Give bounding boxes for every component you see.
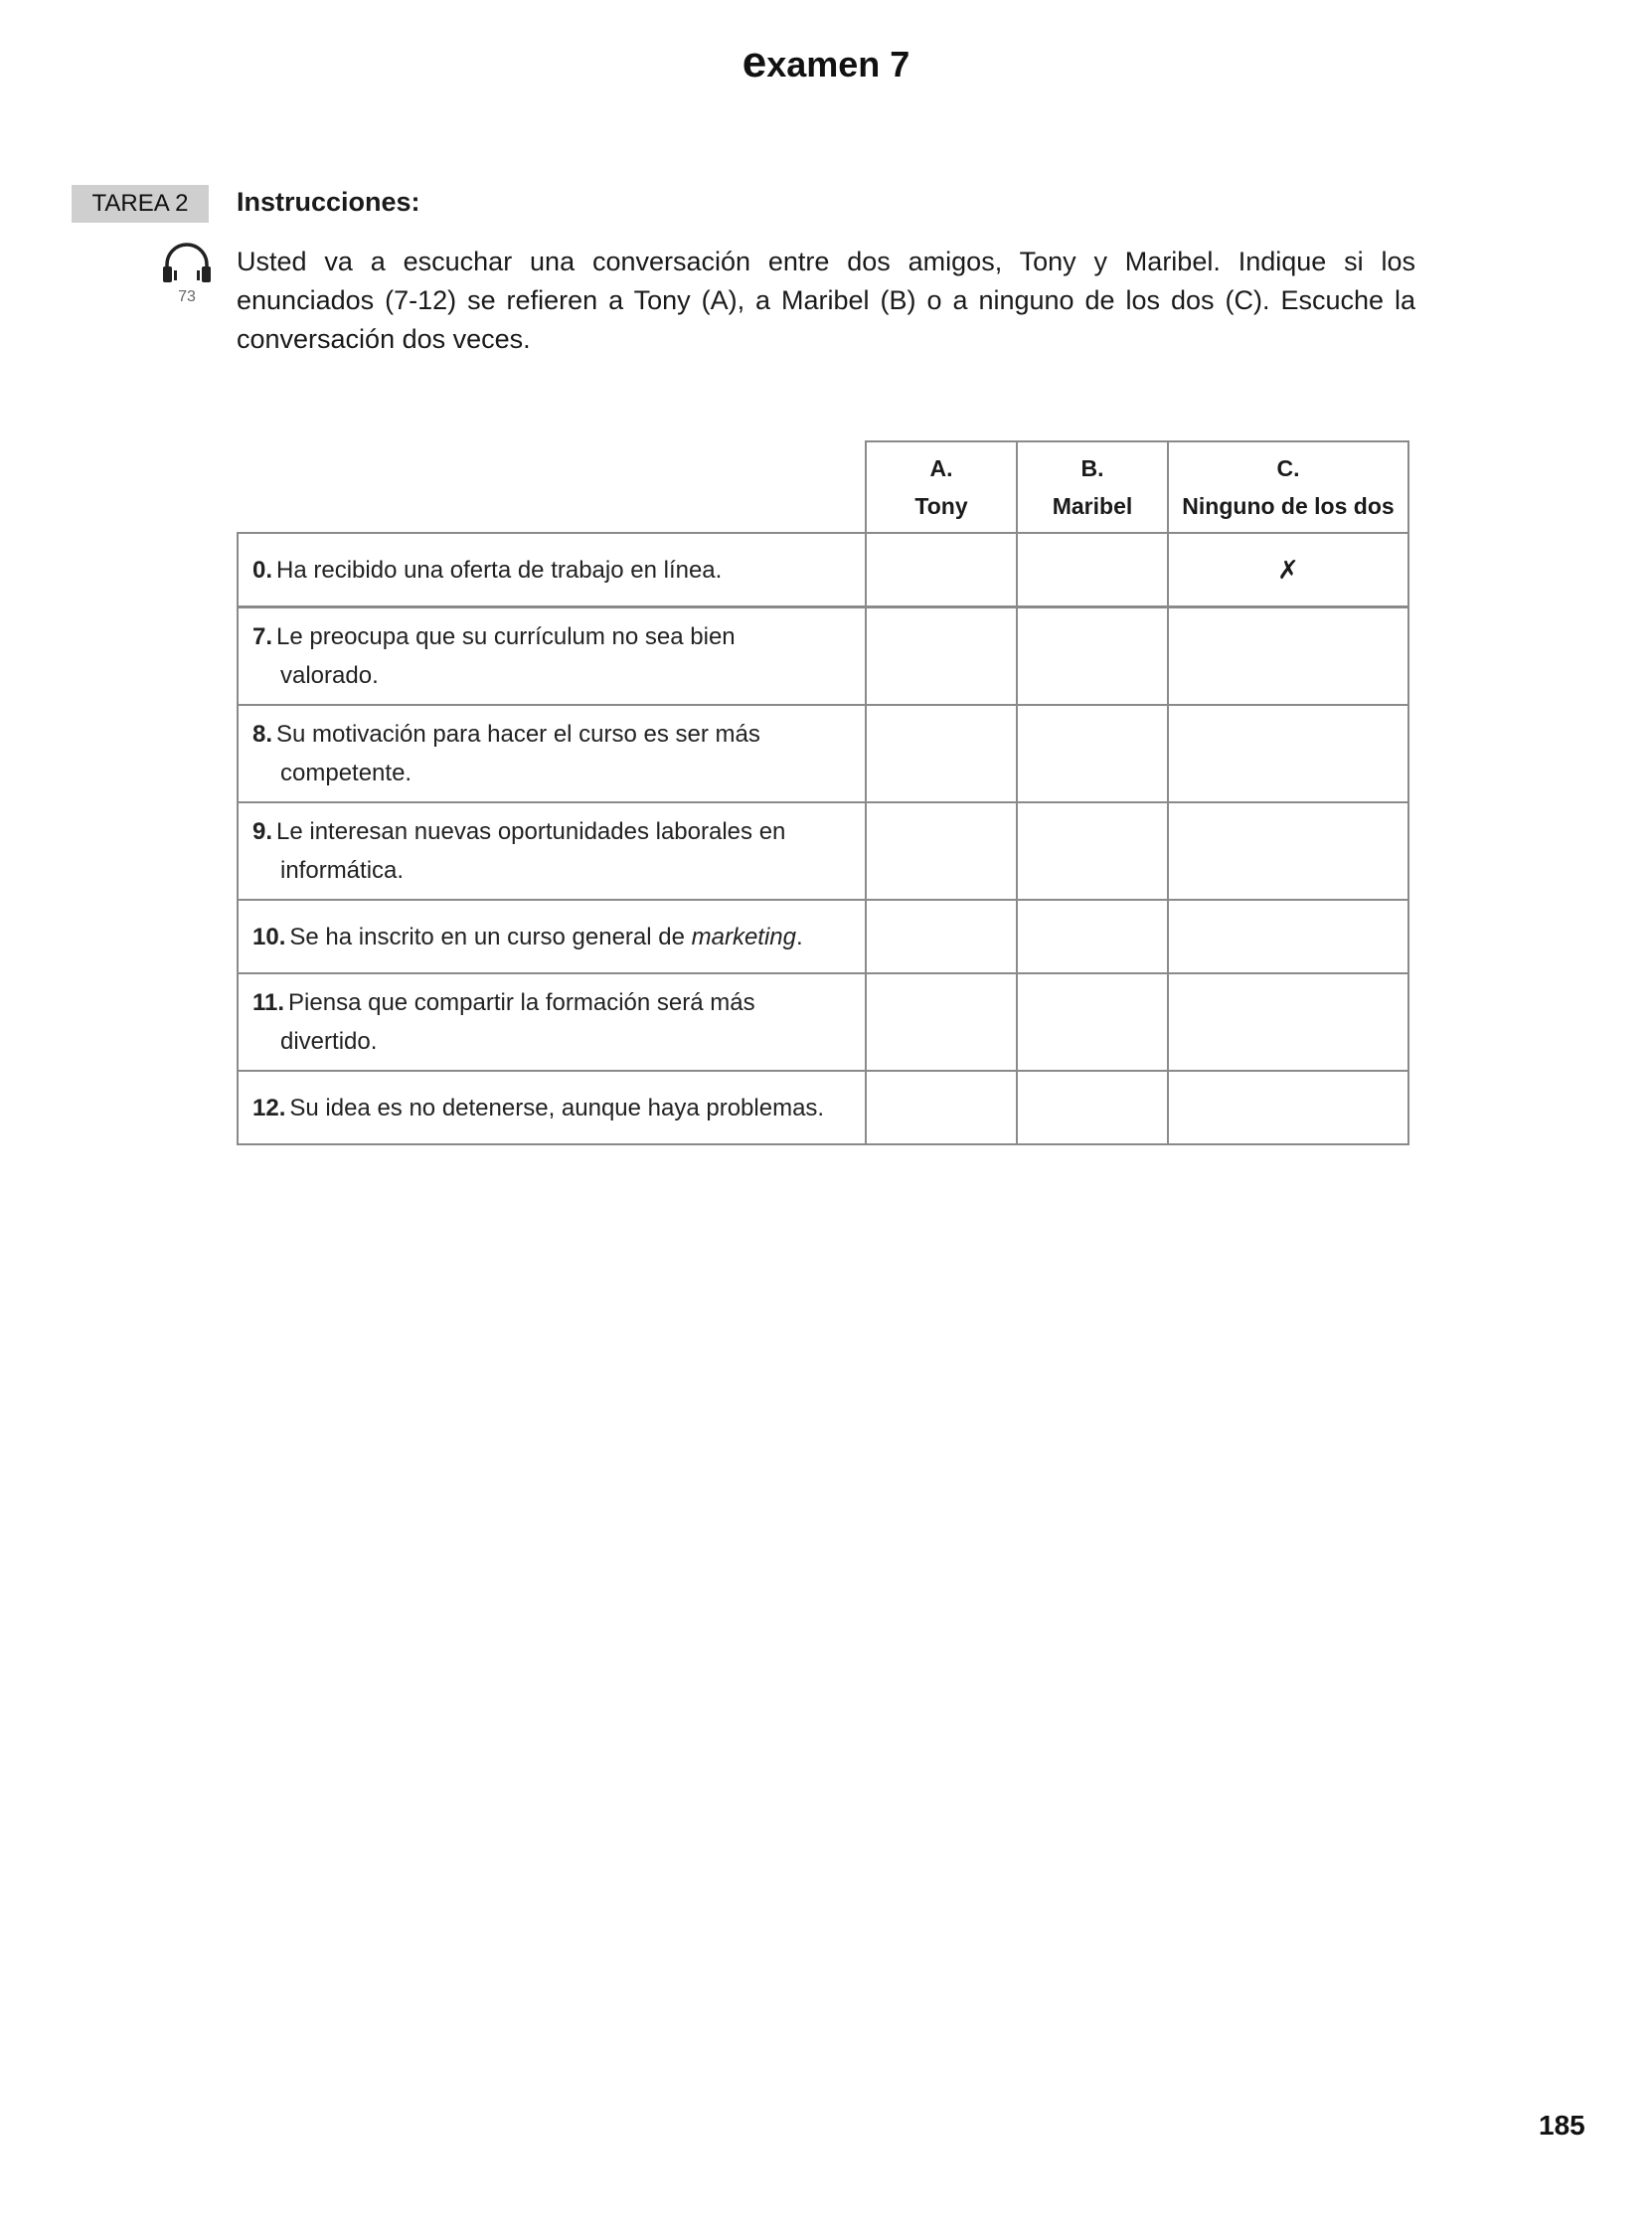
table-row: [238, 1071, 1408, 1144]
statement-text: Piensa que compartir la formación será más: [288, 989, 755, 1016]
answer-table: [237, 440, 1409, 1145]
statement-text-continued: informática.: [280, 857, 405, 884]
statement-cell: [238, 705, 866, 802]
statement-number: 11.: [252, 989, 285, 1016]
statement-text: Le interesan nuevas oportunidades laborales en: [276, 818, 786, 845]
statement-number: 10.: [252, 923, 286, 950]
answer-cell-b[interactable]: [1017, 802, 1168, 900]
statement-text-continued: valorado.: [280, 662, 379, 689]
page-title: [0, 38, 1652, 87]
track-number: 73: [178, 288, 196, 305]
audio-track: [159, 241, 215, 310]
answer-cell-c[interactable]: [1168, 802, 1408, 900]
table-corner: [238, 441, 866, 533]
column-letter: C.: [1276, 455, 1300, 481]
answer-cell-a[interactable]: [866, 533, 1017, 607]
answer-cell-c[interactable]: [1168, 705, 1408, 802]
statement-cell: [238, 900, 866, 973]
instructions-heading: Instrucciones:: [237, 187, 420, 217]
page-number: 185: [1539, 2110, 1585, 2141]
headphones-icon: [159, 241, 215, 286]
answer-cell-c[interactable]: [1168, 973, 1408, 1071]
answer-cell-a[interactable]: [866, 607, 1017, 706]
statement-number: 7.: [252, 623, 273, 650]
answer-cell-c-mark[interactable]: ✗: [1168, 533, 1408, 607]
column-label: Maribel: [1052, 493, 1133, 519]
statement-cell: [238, 973, 866, 1071]
table-header-row: [238, 441, 1408, 533]
answer-cell-a[interactable]: [866, 900, 1017, 973]
column-letter: B.: [1080, 455, 1104, 481]
table-row: [238, 705, 1408, 802]
statement-text: Su idea es no detenerse, aunque haya problemas.: [289, 1094, 825, 1121]
statement-cell: [238, 802, 866, 900]
statement-text: Su motivación para hacer el curso es ser más: [276, 721, 760, 748]
answer-cell-c[interactable]: [1168, 607, 1408, 706]
answer-cell-a[interactable]: [866, 1071, 1017, 1144]
answer-cell-c[interactable]: [1168, 1071, 1408, 1144]
page-title-first-letter: e: [742, 38, 767, 86]
statement-text: Se ha inscrito en un curso general de: [289, 923, 692, 950]
statement-number: 8.: [252, 721, 273, 748]
answer-cell-a[interactable]: [866, 973, 1017, 1071]
statement-text: Ha recibido una oferta de trabajo en línea.: [276, 556, 723, 584]
answer-cell-b[interactable]: [1017, 1071, 1168, 1144]
column-label: Tony: [914, 493, 968, 519]
statement-cell: [238, 607, 866, 706]
instructions-text: Usted va a escuchar una conversación entre dos amigos, Tony y Maribel. Indique si los enunciados (7-12) se refieren a Tony (A), a Maribel (B) o a ninguno de los dos (C). Escuche la conversación dos veces.: [237, 247, 1415, 354]
statement-text-end: .: [796, 923, 803, 950]
statement-text-italic: marketing: [691, 923, 796, 950]
table-row: [238, 607, 1408, 706]
column-letter: A.: [929, 455, 953, 481]
table-row: [238, 973, 1408, 1071]
statement-cell: [238, 1071, 866, 1144]
statement-number: 0.: [252, 556, 273, 584]
column-header-a: [866, 441, 1017, 533]
answer-cell-b[interactable]: [1017, 973, 1168, 1071]
column-header-b: [1017, 441, 1168, 533]
statement-text-continued: competente.: [280, 760, 413, 786]
table-row: [238, 900, 1408, 973]
table-row-example: [238, 533, 1408, 607]
answer-cell-a[interactable]: [866, 802, 1017, 900]
answer-cell-b[interactable]: [1017, 607, 1168, 706]
table-row: [238, 802, 1408, 900]
statement-number: 9.: [252, 818, 273, 845]
answer-cell-a[interactable]: [866, 705, 1017, 802]
statement-text-continued: divertido.: [280, 1028, 378, 1055]
statement-cell: [238, 533, 866, 607]
answer-cell-b[interactable]: [1017, 533, 1168, 607]
statement-number: 12.: [252, 1094, 286, 1121]
answer-cell-b[interactable]: [1017, 900, 1168, 973]
column-header-c: [1168, 441, 1408, 533]
statement-text: Le preocupa que su currículum no sea bien: [276, 623, 736, 650]
column-label: Ninguno de los dos: [1182, 493, 1395, 519]
answer-cell-b[interactable]: [1017, 705, 1168, 802]
answer-cell-c[interactable]: [1168, 900, 1408, 973]
task-badge: TAREA 2: [72, 185, 209, 223]
page-title-rest: xamen 7: [766, 44, 910, 85]
